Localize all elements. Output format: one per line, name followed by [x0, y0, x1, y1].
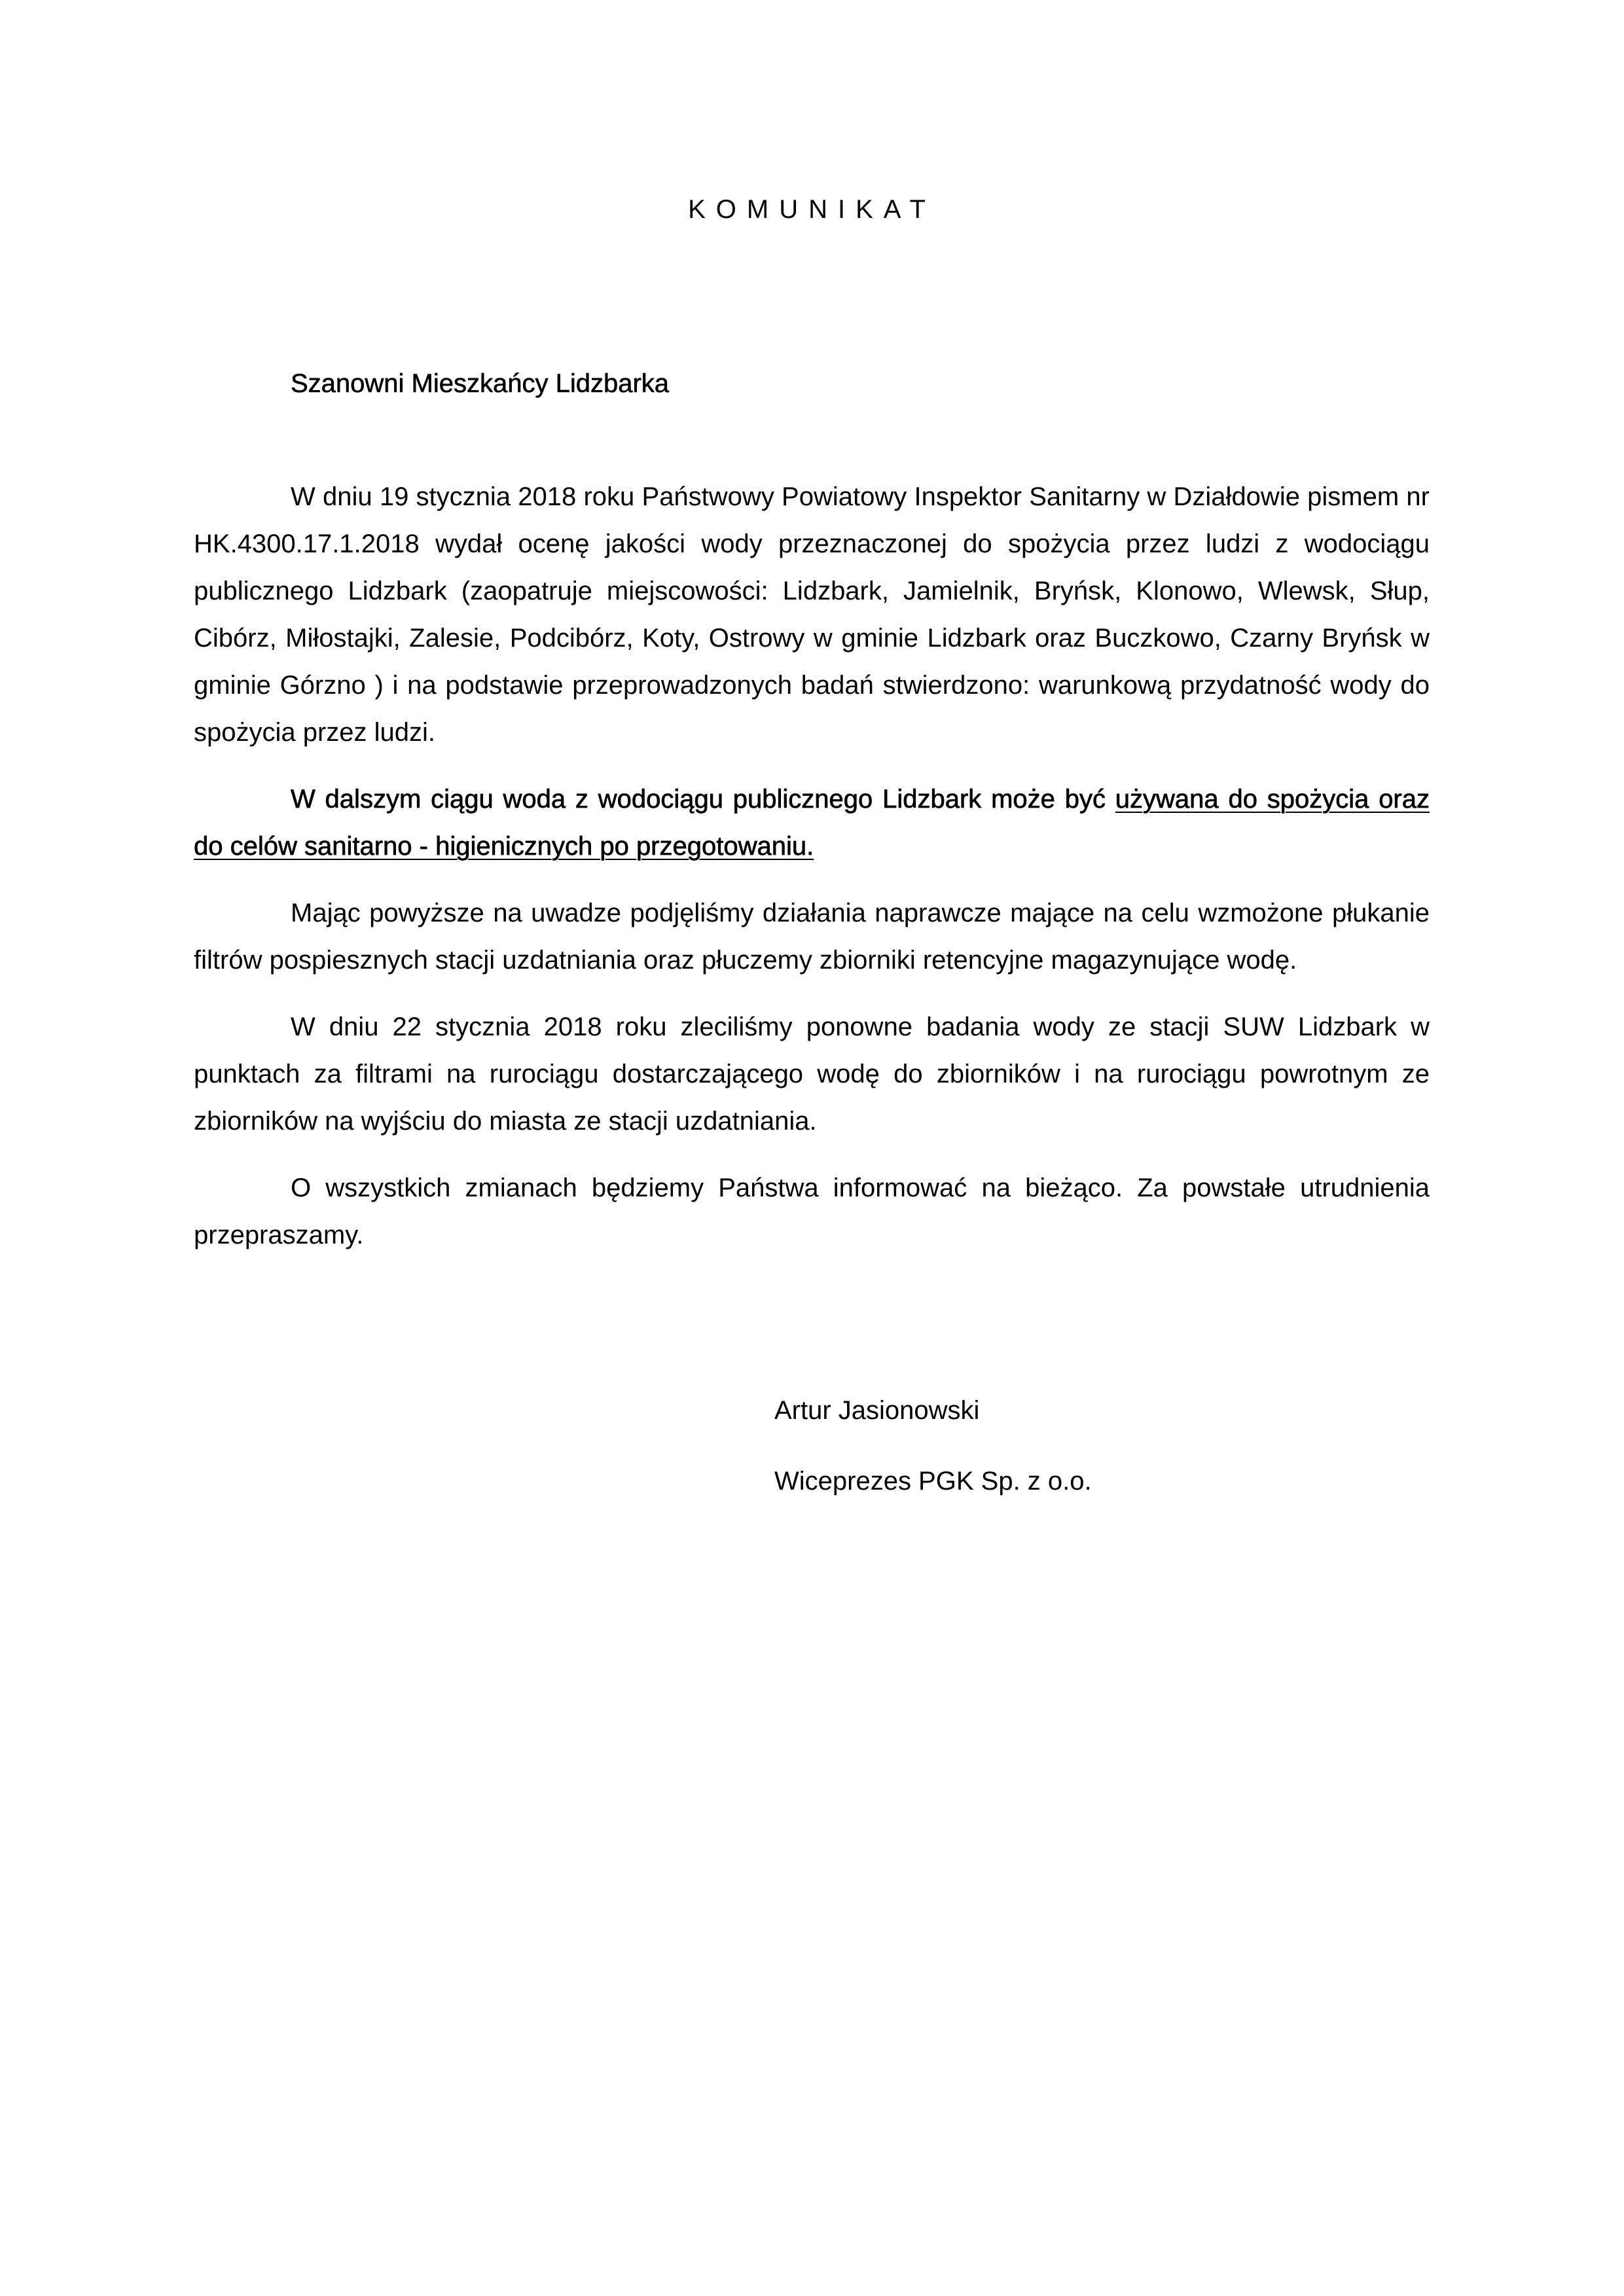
paragraph-retesting: W dniu 22 stycznia 2018 roku zleciliśmy ponowne badania wody ze stacji SUW Lidzbark w punktach za filtrami na rurociągu dostarczającego wodę do zbiorników i na rurociągu powrotnym ze zbiorników na wyjściu do miasta ze stacji uzdatniania. — [194, 1013, 1430, 1136]
usage-notice-text: W dalszym ciągu woda z wodociągu publicznego Lidzbark może być — [291, 785, 1115, 814]
greeting: Szanowni Mieszkańcy Lidzbarka — [291, 369, 670, 398]
signature-name: Artur Jasionowski — [774, 1396, 980, 1425]
document-body — [194, 473, 1430, 1278]
paragraph-closing: O wszystkich zmianach będziemy Państwa informować na bieżąco. Za powstałe utrudnienia przepraszamy. — [194, 1174, 1430, 1249]
usage-notice-underlined: używana do spożycia oraz do celów sanitarno - higienicznych po przegotowaniu. — [194, 785, 1430, 861]
paragraph-assessment: W dniu 19 stycznia 2018 roku Państwowy Powiatowy Inspektor Sanitarny w Działdowie pismem nr HK.4300.17.1.2018 wydał ocenę jakości wody przeznaczonej do spożycia przez ludzi z wodociągu publicznego Lidzbark (zaopatruje miejscowości: Lidzbark, Jamielnik, Bryńsk, Klonowo, Wlewsk, Słup, Cibórz, Miłostajki, Zalesie, Podcibórz, Koty, Ostrowy w gminie Lidzbark oraz Buczkowo, Czarny Bryńsk w gminie Górzno ) i na podstawie przeprowadzonych badań stwierdzono: warunkową przydatność wody do spożycia przez ludzi. — [194, 482, 1430, 747]
document-title: KOMUNIKAT — [688, 195, 936, 224]
signature-block — [774, 1391, 1092, 1532]
paragraph-usage-notice — [194, 776, 1430, 870]
signature-role: Wiceprezes PGK Sp. z o.o. — [774, 1467, 1092, 1496]
paragraph-actions: Mając powyższe na uwadze podjęliśmy działania naprawcze mające na celu wzmożone płukanie filtrów pospiesznych stacji uzdatniania oraz płuczemy zbiorniki retencyjne magazynujące wodę. — [194, 899, 1430, 975]
